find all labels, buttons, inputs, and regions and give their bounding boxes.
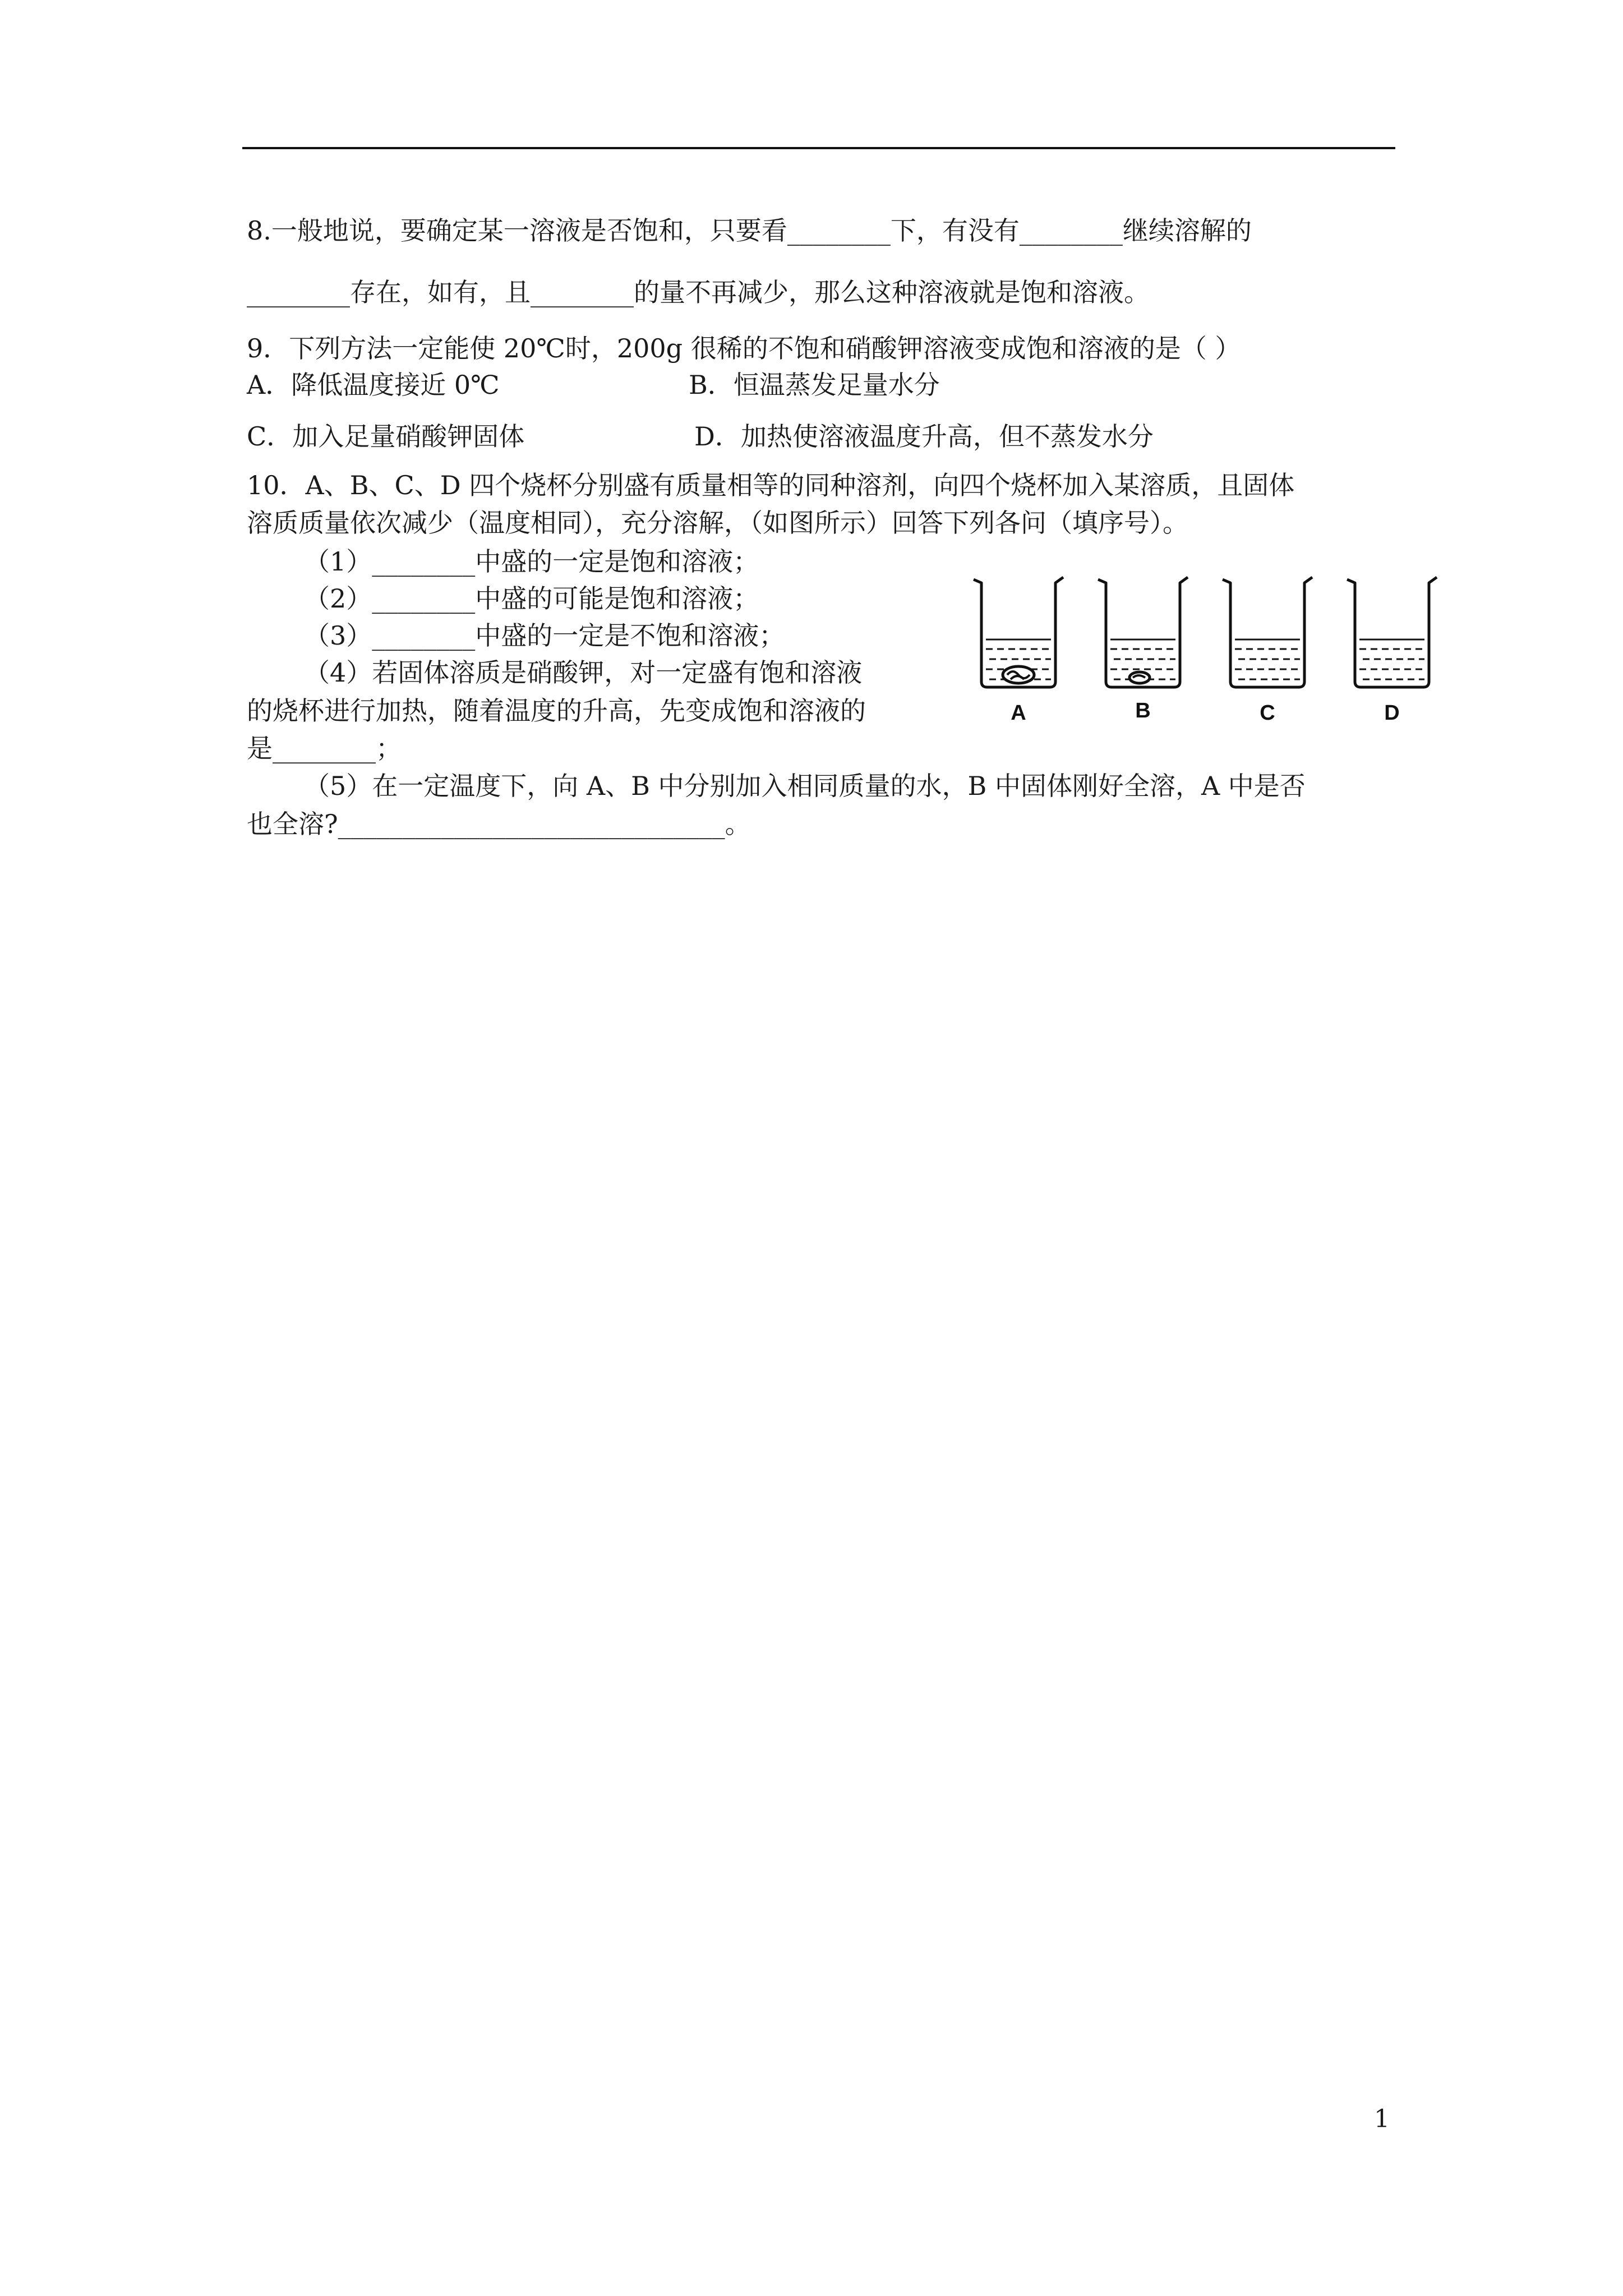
question-9-option-d: D．加热使溶液温度升高，但不蒸发水分 [694,421,1154,452]
beaker-label-b: B [1135,699,1151,723]
question-10-sub-1: （1）________中盛的一定是饱和溶液； [304,546,759,577]
beaker-label-d: D [1384,701,1400,725]
question-9-option-b: B．恒温蒸发足量水分 [689,370,940,400]
question-10-sub-4-line-1: （4）若固体溶质是硝酸钾，对一定盛有饱和溶液 [304,657,863,688]
question-10-sub-2: （2）________中盛的可能是饱和溶液； [304,583,759,614]
header-rule [242,147,1395,149]
question-9-option-c: C．加入足量硝酸钾固体 [247,421,525,452]
question-10-stem-line-2: 溶质质量依次减少（温度相同），充分溶解，（如图所示）回答下列各问（填序号）。 [247,508,1188,538]
beaker-figure [970,575,1453,726]
question-10-stem-line-1: 10．A、B、C、D 四个烧杯分别盛有质量相等的同种溶剂，向四个烧杯加入某溶质，且固体 [247,470,1295,500]
question-9-stem: 9．下列方法一定能使 20℃时，200g 很稀的不饱和硝酸钾溶液变成饱和溶液的是（ ） [247,333,1241,364]
beaker-b [1098,577,1188,687]
beaker-c [1223,577,1312,687]
question-10-sub-4-line-2: 的烧杯进行加热，随着温度的升高，先变成饱和溶液的 [247,696,866,726]
beaker-label-c: C [1260,701,1275,725]
page-number: 1 [1374,2105,1390,2133]
question-8-line-1: 8.一般地说，要确定某一溶液是否饱和，只要看________下，有没有________继续溶解的 [247,215,1252,246]
solid-precipitate-large [1003,666,1034,683]
solid-precipitate-small [1129,672,1150,683]
beaker-label-a: A [1011,701,1026,725]
beaker-a [974,577,1063,687]
question-9-option-a: A．降低温度接近 0℃ [247,370,500,400]
question-10-sub-5-line-1: （5）在一定温度下，向 A、B 中分别加入相同质量的水，B 中固体刚好全溶，A 中是否 [304,771,1306,801]
question-10-sub-3: （3）________中盛的一定是不饱和溶液； [304,620,785,651]
question-10-sub-4-line-3: 是________； [247,733,402,763]
beaker-d [1347,577,1437,687]
question-10-sub-5-line-2: 也全溶?______________________________。 [247,809,751,839]
question-8-line-2: ________存在，如有，且________的量不再减少，那么这种溶液就是饱和溶液。 [247,277,1150,307]
